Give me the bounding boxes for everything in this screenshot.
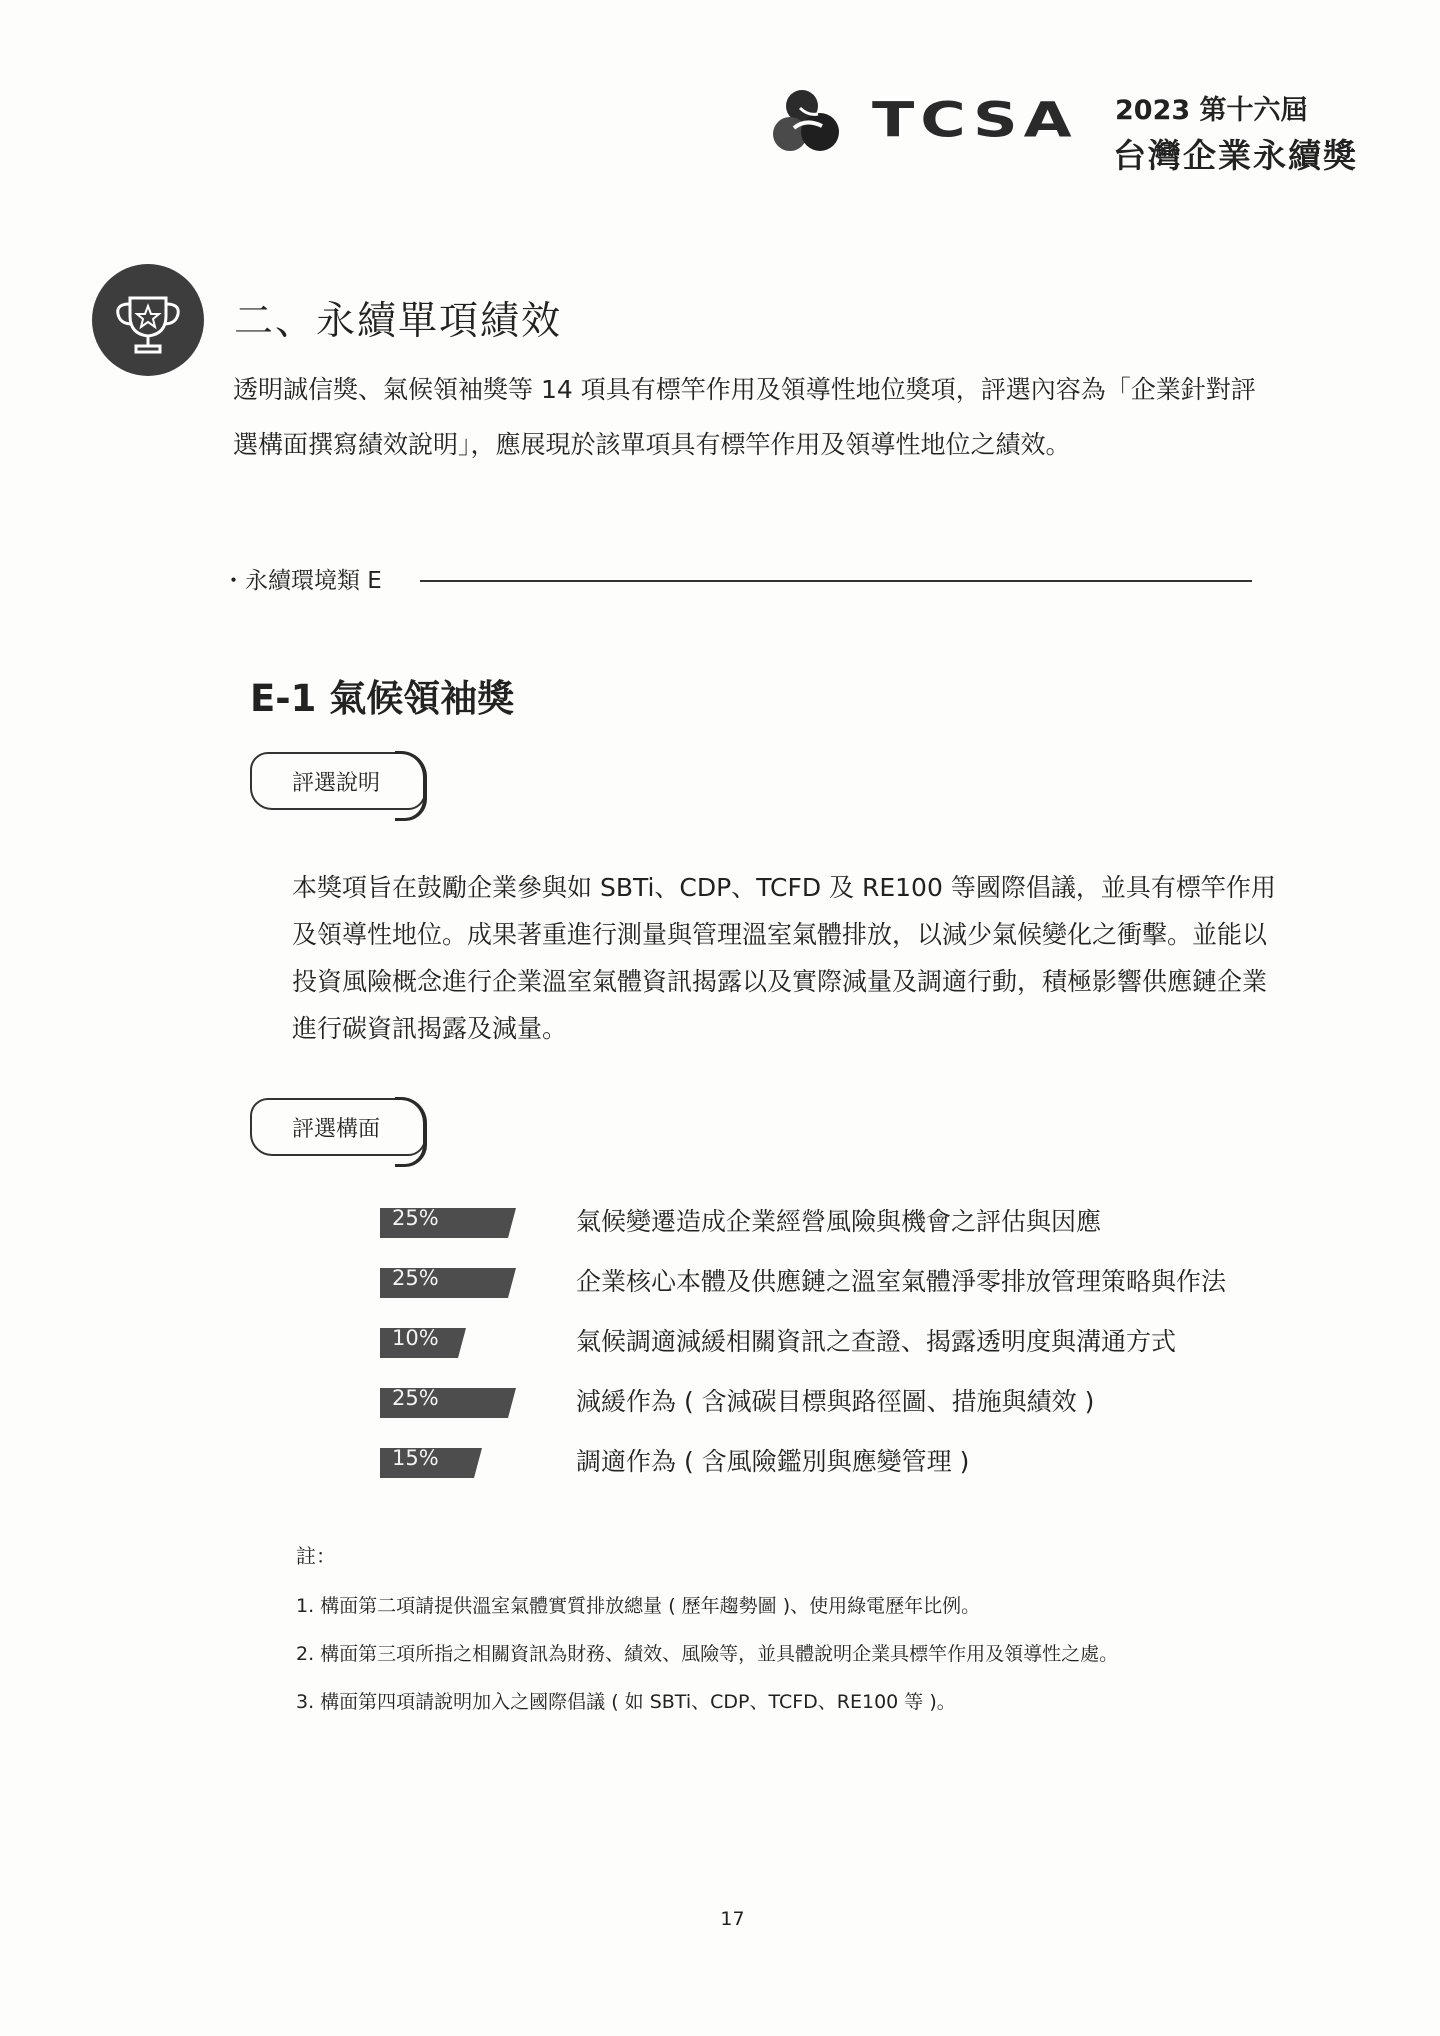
tcsa-logo-mark bbox=[772, 88, 868, 156]
evaluation-description-tag bbox=[250, 752, 426, 810]
weight-value: 10% bbox=[392, 1326, 439, 1350]
evaluation-criteria-tag-label: 評選構面 bbox=[292, 1116, 381, 1142]
award-title: E-1 氣候領袖獎 bbox=[250, 677, 515, 720]
section-intro: 透明誠信獎、氣候領袖獎等 14 項具有標竿作用及領導性地位獎項，評選內容為「企業針對評選構面撰寫績效說明」，應展現於該單項具有標竿作用及領導性地位之績效。 bbox=[233, 375, 1256, 459]
note-item: 1. 構面第二項請提供溫室氣體實質排放總量 ( 歷年趨勢圖 )、使用綠電歷年比例。 bbox=[296, 1595, 981, 1617]
criteria-label: 企業核心本體及供應鏈之溫室氣體淨零排放管理策略與作法 bbox=[576, 1267, 1227, 1296]
notes-block bbox=[296, 1540, 1296, 1735]
criteria-item bbox=[380, 1442, 1280, 1482]
criteria-label: 氣候變遷造成企業經營風險與機會之評估與因應 bbox=[576, 1207, 1102, 1236]
award-program-name: 台灣企業永續獎 bbox=[1113, 136, 1358, 175]
section-title: 二、永續單項績效 bbox=[234, 299, 563, 344]
criteria-item bbox=[380, 1262, 1280, 1302]
weight-value: 25% bbox=[392, 1386, 439, 1410]
note-item: 3. 構面第四項請說明加入之國際倡議 ( 如 SBTi、CDP、TCFD、RE100 等 )。 bbox=[296, 1691, 956, 1713]
weight-value: 15% bbox=[392, 1446, 439, 1470]
criteria-label: 氣候調適減緩相關資訊之查證、揭露透明度與溝通方式 bbox=[576, 1327, 1177, 1356]
award-description: 本獎項旨在鼓勵企業參與如 SBTi、CDP、TCFD 及 RE100 等國際倡議，並具有標竿作用及領導性地位。成果著重進行測量與管理溫室氣體排放，以減少氣候變化之衝擊。並能以投資風險概念進行企業溫室氣體資訊揭露以及實際減量及調適行動，積極影響供應鏈企業進行碳資訊揭露及減量。 bbox=[292, 873, 1276, 1043]
category-divider bbox=[222, 560, 1257, 596]
note-item: 2. 構面第三項所指之相關資訊為財務、績效、風險等，並具體說明企業具標竿作用及領導性之處。 bbox=[296, 1643, 1119, 1665]
category-label bbox=[222, 562, 382, 595]
evaluation-criteria-tag bbox=[250, 1098, 426, 1156]
category-label-text: 永續環境類 E bbox=[245, 568, 382, 594]
evaluation-description-tag-label: 評選說明 bbox=[292, 770, 381, 796]
weight-value: 25% bbox=[392, 1206, 439, 1230]
criteria-item bbox=[380, 1322, 1280, 1362]
notes-title: 註： bbox=[296, 1544, 336, 1568]
criteria-item bbox=[380, 1382, 1280, 1422]
criteria-item bbox=[380, 1202, 1280, 1242]
trophy-icon bbox=[92, 264, 204, 376]
page-number: 17 bbox=[720, 1908, 745, 1930]
criteria-label: 減緩作為 ( 含減碳目標與路徑圖、措施與績效 ) bbox=[576, 1387, 1095, 1416]
weight-value: 25% bbox=[392, 1266, 439, 1290]
edition-label: 2023 第十六屆 bbox=[1115, 95, 1308, 126]
criteria-label: 調適作為 ( 含風險鑑別與應變管理 ) bbox=[576, 1447, 970, 1476]
trophy-badge bbox=[92, 264, 204, 376]
tcsa-logo-text: TCSA bbox=[872, 91, 1078, 149]
category-rule bbox=[420, 580, 1252, 582]
category-bullet: ・ bbox=[222, 568, 245, 594]
